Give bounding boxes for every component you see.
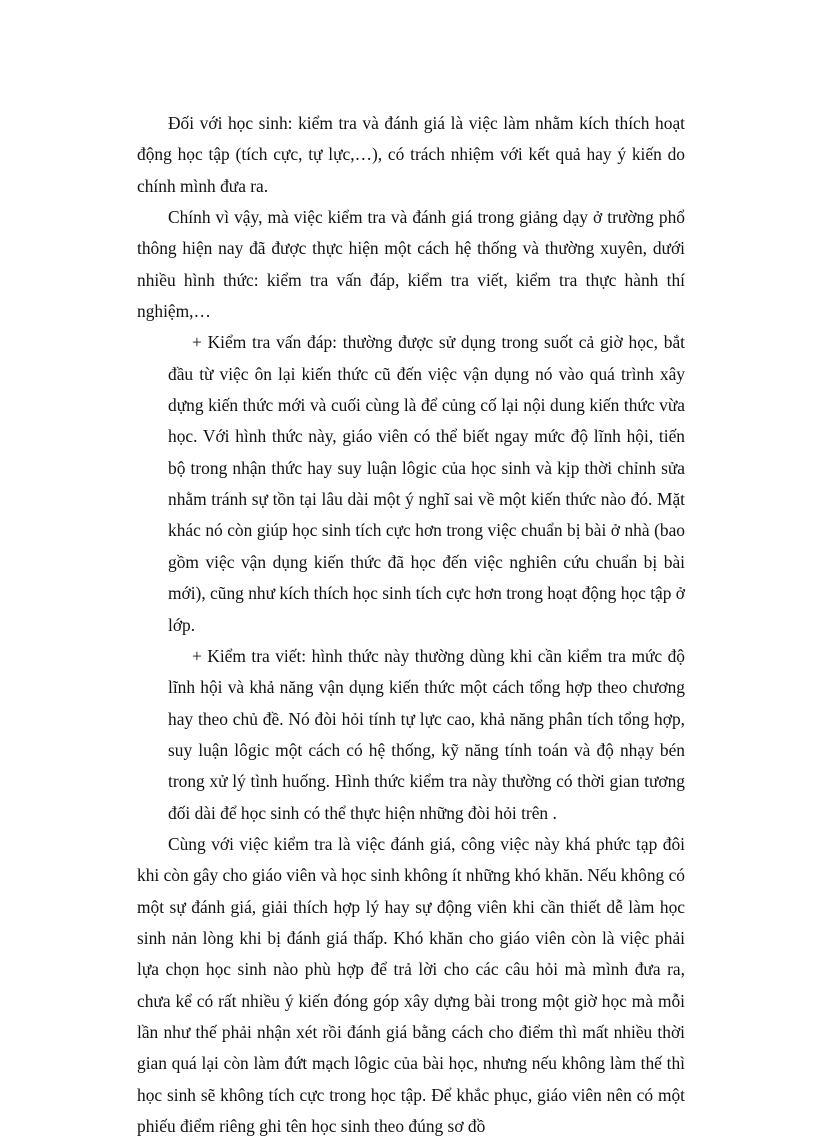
paragraph-oral-test: + Kiểm tra vấn đáp: thường được sử dụng trong suốt cả giờ học, bắt đầu từ việc ôn lại kiến thức cũ đến việc vận dụng nó vào quá trình xây dựng kiến thức mới và cuối cùng là để củng cố lại nội dung kiến thức vừa học. Với hình thức này, giáo viên có thể biết ngay mức độ lĩnh hội, tiến bộ trong nhận thức hay suy luận lôgic của học sinh và kịp thời chỉnh sửa nhằm tránh sự tồn tại lâu dài một ý nghĩ sai về một kiến thức nào đó. Mặt khác nó còn giúp học sinh tích cực hơn trong việc chuẩn bị bài ở nhà (bao gồm việc vận dụng kiến thức đã học đến việc nghiên cứu chuẩn bị bài mới), cũng như kích thích học sinh tích cực hơn trong hoạt động học tập ở lớp. bbox=[168, 332, 685, 635]
paragraph-student-assessment: Đối với học sinh: kiểm tra và đánh giá là việc làm nhằm kích thích hoạt động học tập (tích cực, tự lực,…), có trách nhiệm với kết quả hay ý kiến do chính mình đưa ra. bbox=[137, 113, 685, 196]
paragraph-written-test: + Kiểm tra viết: hình thức này thường dùng khi cần kiểm tra mức độ lĩnh hội và khả năng vận dụng kiến thức một cách tổng hợp theo chương hay theo chủ đề. Nó đòi hỏi tính tự lực cao, khả năng phân tích tổng hợp, suy luận lôgic một cách có hệ thống, kỹ năng tính toán và độ nhạy bén trong xử lý tình huống. Hình thức kiểm tra này thường có thời gian tương đối dài để học sinh có thể thực hiện những đòi hỏi trên . bbox=[168, 645, 685, 823]
paragraph-assessment-forms: Chính vì vậy, mà việc kiểm tra và đánh giá trong giảng dạy ở trường phổ thông hiện nay đã được thực hiện một cách hệ thống và thường xuyên, dưới nhiều hình thức: kiểm tra vấn đáp, kiểm tra viết, kiểm tra thực hành thí nghiệm,… bbox=[137, 207, 685, 322]
paragraph-evaluation: Cùng với việc kiểm tra là việc đánh giá, công việc này khá phức tạp đôi khi còn gây cho giáo viên và học sinh không ít những khó khăn. Nếu không có một sự đánh giá, giải thích hợp lý hay sự động viên khi cần thiết dễ làm học sinh nản lòng khi bị đánh giá thấp. Khó khăn cho giáo viên còn là việc phải lựa chọn học sinh nào phù hợp để trả lời cho các câu hỏi mà mình đưa ra, chưa kể có rất nhiều ý kiến đóng góp xây dựng bài trong một giờ học mà mỗi lần như thế phải nhận xét rồi đánh giá bằng cách cho điểm thì mất nhiều thời gian quá lại còn làm đứt mạch lôgic của bài học, nhưng nếu không làm thế thì học sinh sẽ không tích cực trong học tập. Để khắc phục, giáo viên nên có một phiếu điểm riêng ghi tên học sinh theo đúng sơ đồ bbox=[137, 833, 685, 1136]
document-page bbox=[137, 108, 685, 1142]
